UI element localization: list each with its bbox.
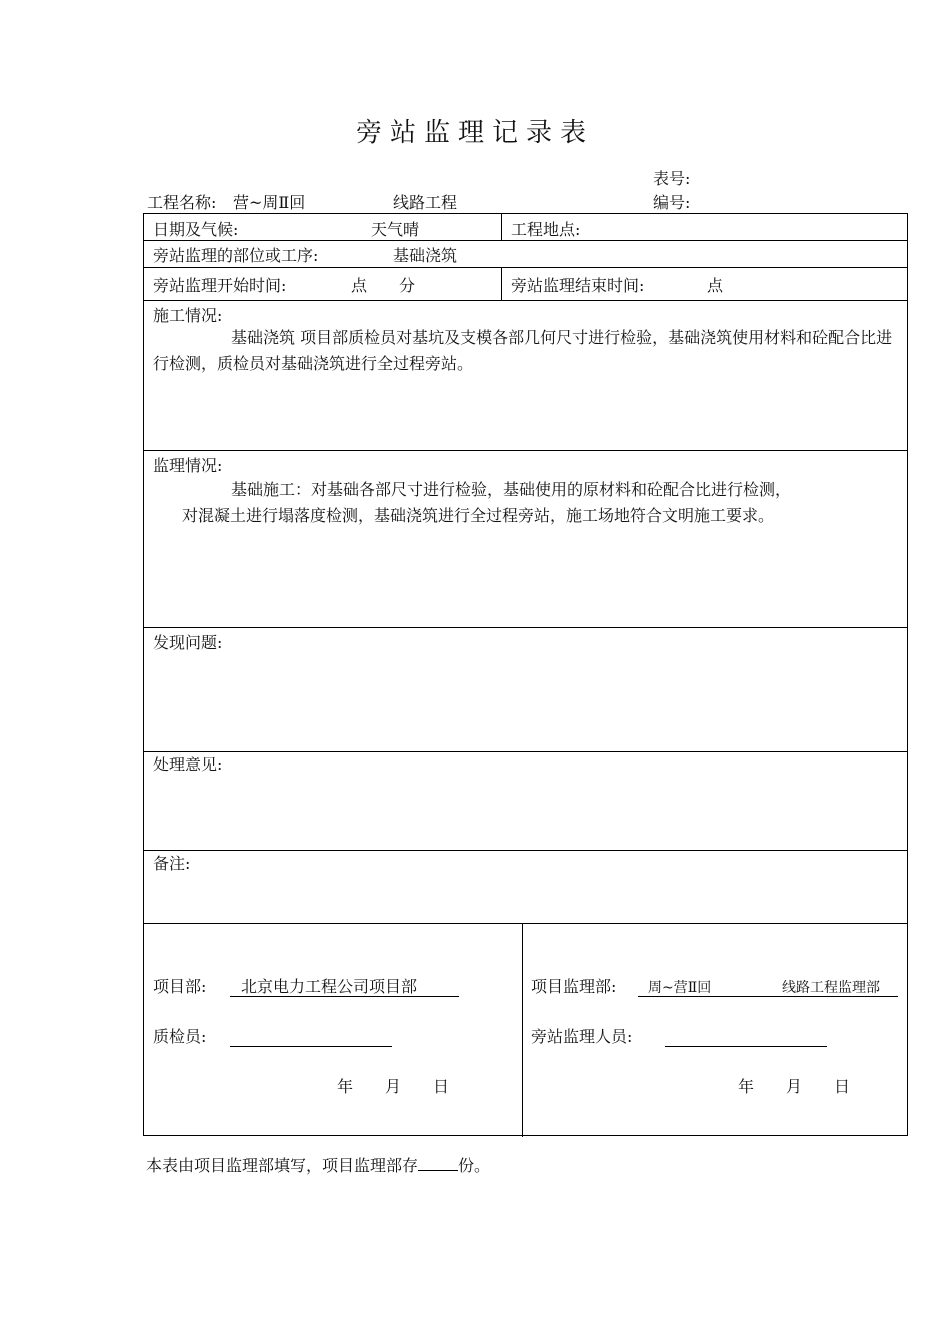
footer-text-before: 本表由项目监理部填写，项目监理部存 <box>146 1156 419 1175</box>
contractor-dept-underline <box>230 996 459 997</box>
table-no-label: 表号: <box>653 169 691 188</box>
supervision-dept-value-a: 周~营Ⅱ回 <box>648 980 712 996</box>
construction-text: 基础浇筑 项目部质检员对基坑及支模各部几何尺寸进行检验，基础浇筑使用材料和砼配合比进行检测，质检员对基础浇筑进行全过程旁站。 <box>153 328 893 373</box>
supervision-label: 监理情况: <box>153 456 223 475</box>
row-divider <box>144 300 907 301</box>
remarks-label: 备注: <box>153 854 191 873</box>
row-divider <box>144 240 907 241</box>
left-month-label: 月 <box>385 1077 402 1096</box>
contractor-dept-value: 北京电力工程公司项目部 <box>241 977 418 996</box>
footer-note <box>146 1153 490 1176</box>
column-divider <box>501 214 502 240</box>
column-divider <box>501 267 502 300</box>
supervision-dept-label: 项目监理部: <box>531 977 617 996</box>
handling-label: 处理意见: <box>153 755 223 774</box>
supervision-dept-value-b: 线路工程监理部 <box>782 980 880 996</box>
contractor-dept-label: 项目部: <box>153 977 207 996</box>
start-hour-label: 点 <box>351 276 368 295</box>
supervision-text-line2: 对混凝土进行塌落度检测，基础浇筑进行全过程旁站，施工场地符合文明施工要求。 <box>182 506 775 525</box>
page-title: 旁站监理记录表 <box>355 118 594 148</box>
right-month-label: 月 <box>786 1077 803 1096</box>
row-divider <box>144 450 907 451</box>
problems-label: 发现问题: <box>153 633 223 652</box>
row-divider <box>144 627 907 628</box>
row-divider <box>144 923 907 924</box>
project-name-suffix: 线路工程 <box>393 193 458 212</box>
project-name-value: 营~周Ⅱ回 <box>233 193 306 212</box>
part-process-value: 基础浇筑 <box>393 246 458 265</box>
right-year-label: 年 <box>738 1077 755 1096</box>
part-process-label: 旁站监理的部位或工序: <box>153 246 319 265</box>
serial-no-label: 编号: <box>653 193 691 212</box>
copies-blank <box>418 1156 458 1171</box>
start-minute-label: 分 <box>399 276 416 295</box>
column-divider <box>522 923 523 1137</box>
location-label: 工程地点: <box>511 220 581 239</box>
start-time-label: 旁站监理开始时间: <box>153 276 287 295</box>
supervision-staff-label: 旁站监理人员: <box>531 1027 633 1046</box>
left-year-label: 年 <box>337 1077 354 1096</box>
row-divider <box>144 850 907 851</box>
right-day-label: 日 <box>834 1077 851 1096</box>
supervision-staff-signature-line <box>665 1046 827 1047</box>
footer-text-after: 份。 <box>458 1156 491 1175</box>
end-hour-label: 点 <box>707 276 724 295</box>
supervision-dept-underline <box>638 996 898 997</box>
row-divider <box>144 267 907 268</box>
row-divider <box>144 751 907 752</box>
inspector-signature-line <box>230 1046 392 1047</box>
construction-label: 施工情况: <box>153 306 223 325</box>
record-form <box>143 213 908 1136</box>
weather-value: 天气晴 <box>371 220 420 239</box>
date-weather-label: 日期及气候: <box>153 220 239 239</box>
project-name-label: 工程名称: <box>147 193 217 212</box>
left-day-label: 日 <box>433 1077 450 1096</box>
supervision-text-line1: 基础施工：对基础各部尺寸进行检验，基础使用的原材料和砼配合比进行检测， <box>231 480 792 499</box>
inspector-label: 质检员: <box>153 1027 207 1046</box>
end-time-label: 旁站监理结束时间: <box>511 276 645 295</box>
